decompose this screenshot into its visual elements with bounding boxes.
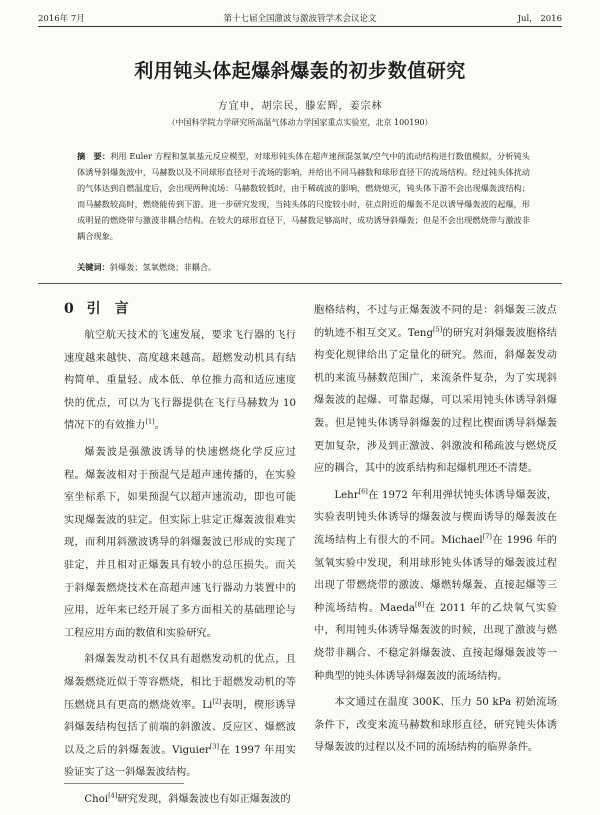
body-paragraph: 航空航天技术的飞速发展，要求飞行器的飞行速度越来越快、高度越来越高。超燃发动机具有结构简单、重量轻、成本低、单位推力高和适应速度快的优点，可以为飞行器提供在飞行马赫数为 10 情况下的有效推力[1]。 <box>64 330 296 432</box>
citation: [5] <box>433 325 443 334</box>
header-divider <box>38 26 562 27</box>
citation: [1] <box>145 417 155 426</box>
keywords-text: 斜爆轰；氢氧燃烧；非耦合。 <box>109 262 217 272</box>
abstract <box>77 148 530 245</box>
right-column <box>314 300 557 764</box>
affiliation: （中国科学院力学研究所高温气体动力学国家重点实验室，北京 100190） <box>167 118 433 127</box>
body-paragraph: 斜爆轰发动机不仅具有超燃发动机的优点，且爆轰燃烧近似于等容燃烧，相比于超燃发动机的等压燃烧具有更高的燃烧效率。Li[2]表明，楔形诱导斜爆轰结构包括了前端的斜激波、反应区、爆燃波以及之后的斜爆轰波。Viguier[3]在 1997 年用实验证实了这一斜爆轰波结构。 <box>64 654 296 779</box>
citation: [4] <box>108 791 118 800</box>
left-column <box>64 325 296 815</box>
header-date: 2016年 7月 <box>38 14 85 24</box>
body-paragraph: 爆轰波是强激波诱导的快速燃烧化学反应过程。爆轰波相对于预混气是超声速传播的，在实验室坐标系下，如果预混气以超声速流动，即也可能实现爆轰波的驻定。但实际上驻定正爆轰波很难实现，而利用斜激波诱导的斜爆轰波已形成的实现了驻定，并且相对正爆轰具有较小的总压损失。而关于斜爆轰燃烧技术在高超声速飞行器动力装置中的应用，近年来已经开展了多方面相关的基础理论与工程应用方面的数值和实验研究。 <box>64 446 296 639</box>
paper-title: 利用钝头体起爆斜爆轰的初步数值研究 <box>134 60 466 82</box>
keywords-label: 关键词： <box>77 262 110 272</box>
footnote-divider <box>64 783 184 784</box>
citation: [8] <box>415 600 425 609</box>
body-paragraph: 胞格结构，不过与正爆轰波不同的是：斜爆轰三波点的轨迹不相互交叉。Teng[5]的研究对斜爆轰波胞格结构变化规律给出了定量化的研究。然而，斜爆轰发动机的来流马赫数范围广，来流条件复杂，为了实现斜爆轰波的起爆、可靠起爆，可以采用钝头体诱导斜爆轰。但是钝头体诱导斜爆轰的过程比楔面诱导斜爆轰更加复杂，涉及到正激波、斜激波和稀疏波与燃烧反应的耦合，其中的波系结构和起爆机理还不清楚。 <box>314 305 557 475</box>
section-divider <box>38 283 562 284</box>
body-paragraph: 本文通过在温度 300K、压力 50 kPa 初始流场条件下，改变来流马赫数和球形直径，研究钝头体诱导爆轰波的过程以及不同的流场结构的临界条件。 <box>314 697 557 754</box>
abstract-label: 摘 要： <box>77 151 111 161</box>
body-paragraph: Choi[4]研究发现，斜爆轰波也有如正爆轰波的 <box>84 791 291 805</box>
body-paragraph: Lehr[6]在 1972 年利用弹状钝头体诱导爆轰波，实验表明钝头体诱导的爆轰波与楔面诱导的爆轰波在流场结构上有很大的不同。Michael[7]在 1996 年的氢氧实验中发现，利用球形钝头体诱导的爆轰波过程出现了带燃烧带的激波、爆燃转爆轰、直接起爆等三种流场结构。Maeda[8]在 2011 年的乙炔氧气实验中，利用钝头体诱导爆轰波的时候，出现了激波与燃烧带非耦合、不稳定斜爆轰波、直接起爆爆轰波等一种典型的钝头体诱导斜爆轰波的流场结构。 <box>314 487 557 682</box>
author-list: 方宜申，胡宗民，滕宏辉，姜宗林 <box>217 101 383 112</box>
section-number: 0 <box>64 301 74 317</box>
section-heading <box>64 298 129 318</box>
abstract-text: 利用 Euler 方程和氢氧基元反应模型，对球形钝头体在超声速预混氢氧/空气中的流动结构进行数值模拟，分析钝头体诱导斜爆轰波中，马赫数以及不同球形直径对于流场的影响，并给出不同马赫数和球形直径下的流场结构。经过钝头体扰动的气体达到自燃温度后，会出现两种流场：马赫数较低时，由于稀疏波的影响，燃烧熄灭，钝头体下游不会出现爆轰波结构；而马赫数较高时，燃烧能传到下游。进一步研究发现，当钝头体的尺度较小时，驻点附近的爆轰不足以诱导爆轰波的起爆，形成明显的燃烧带与激波非耦合结构。在较大的球形直径下，马赫数足够高时，成功诱导斜爆轰；但是不会出现燃烧带与激波非耦合现象。 <box>77 151 530 242</box>
header-date-en: Jul， 2016 <box>517 14 562 24</box>
citation: [6] <box>358 487 368 496</box>
citation: [7] <box>482 532 492 541</box>
header-conference: 第十七届全国激波与激波管学术会议论文 <box>223 14 377 24</box>
citation: [3] <box>209 742 220 751</box>
keywords <box>77 262 530 273</box>
running-header <box>38 10 562 26</box>
section-title: 引 言 <box>86 301 129 317</box>
citation: [2] <box>212 697 222 706</box>
